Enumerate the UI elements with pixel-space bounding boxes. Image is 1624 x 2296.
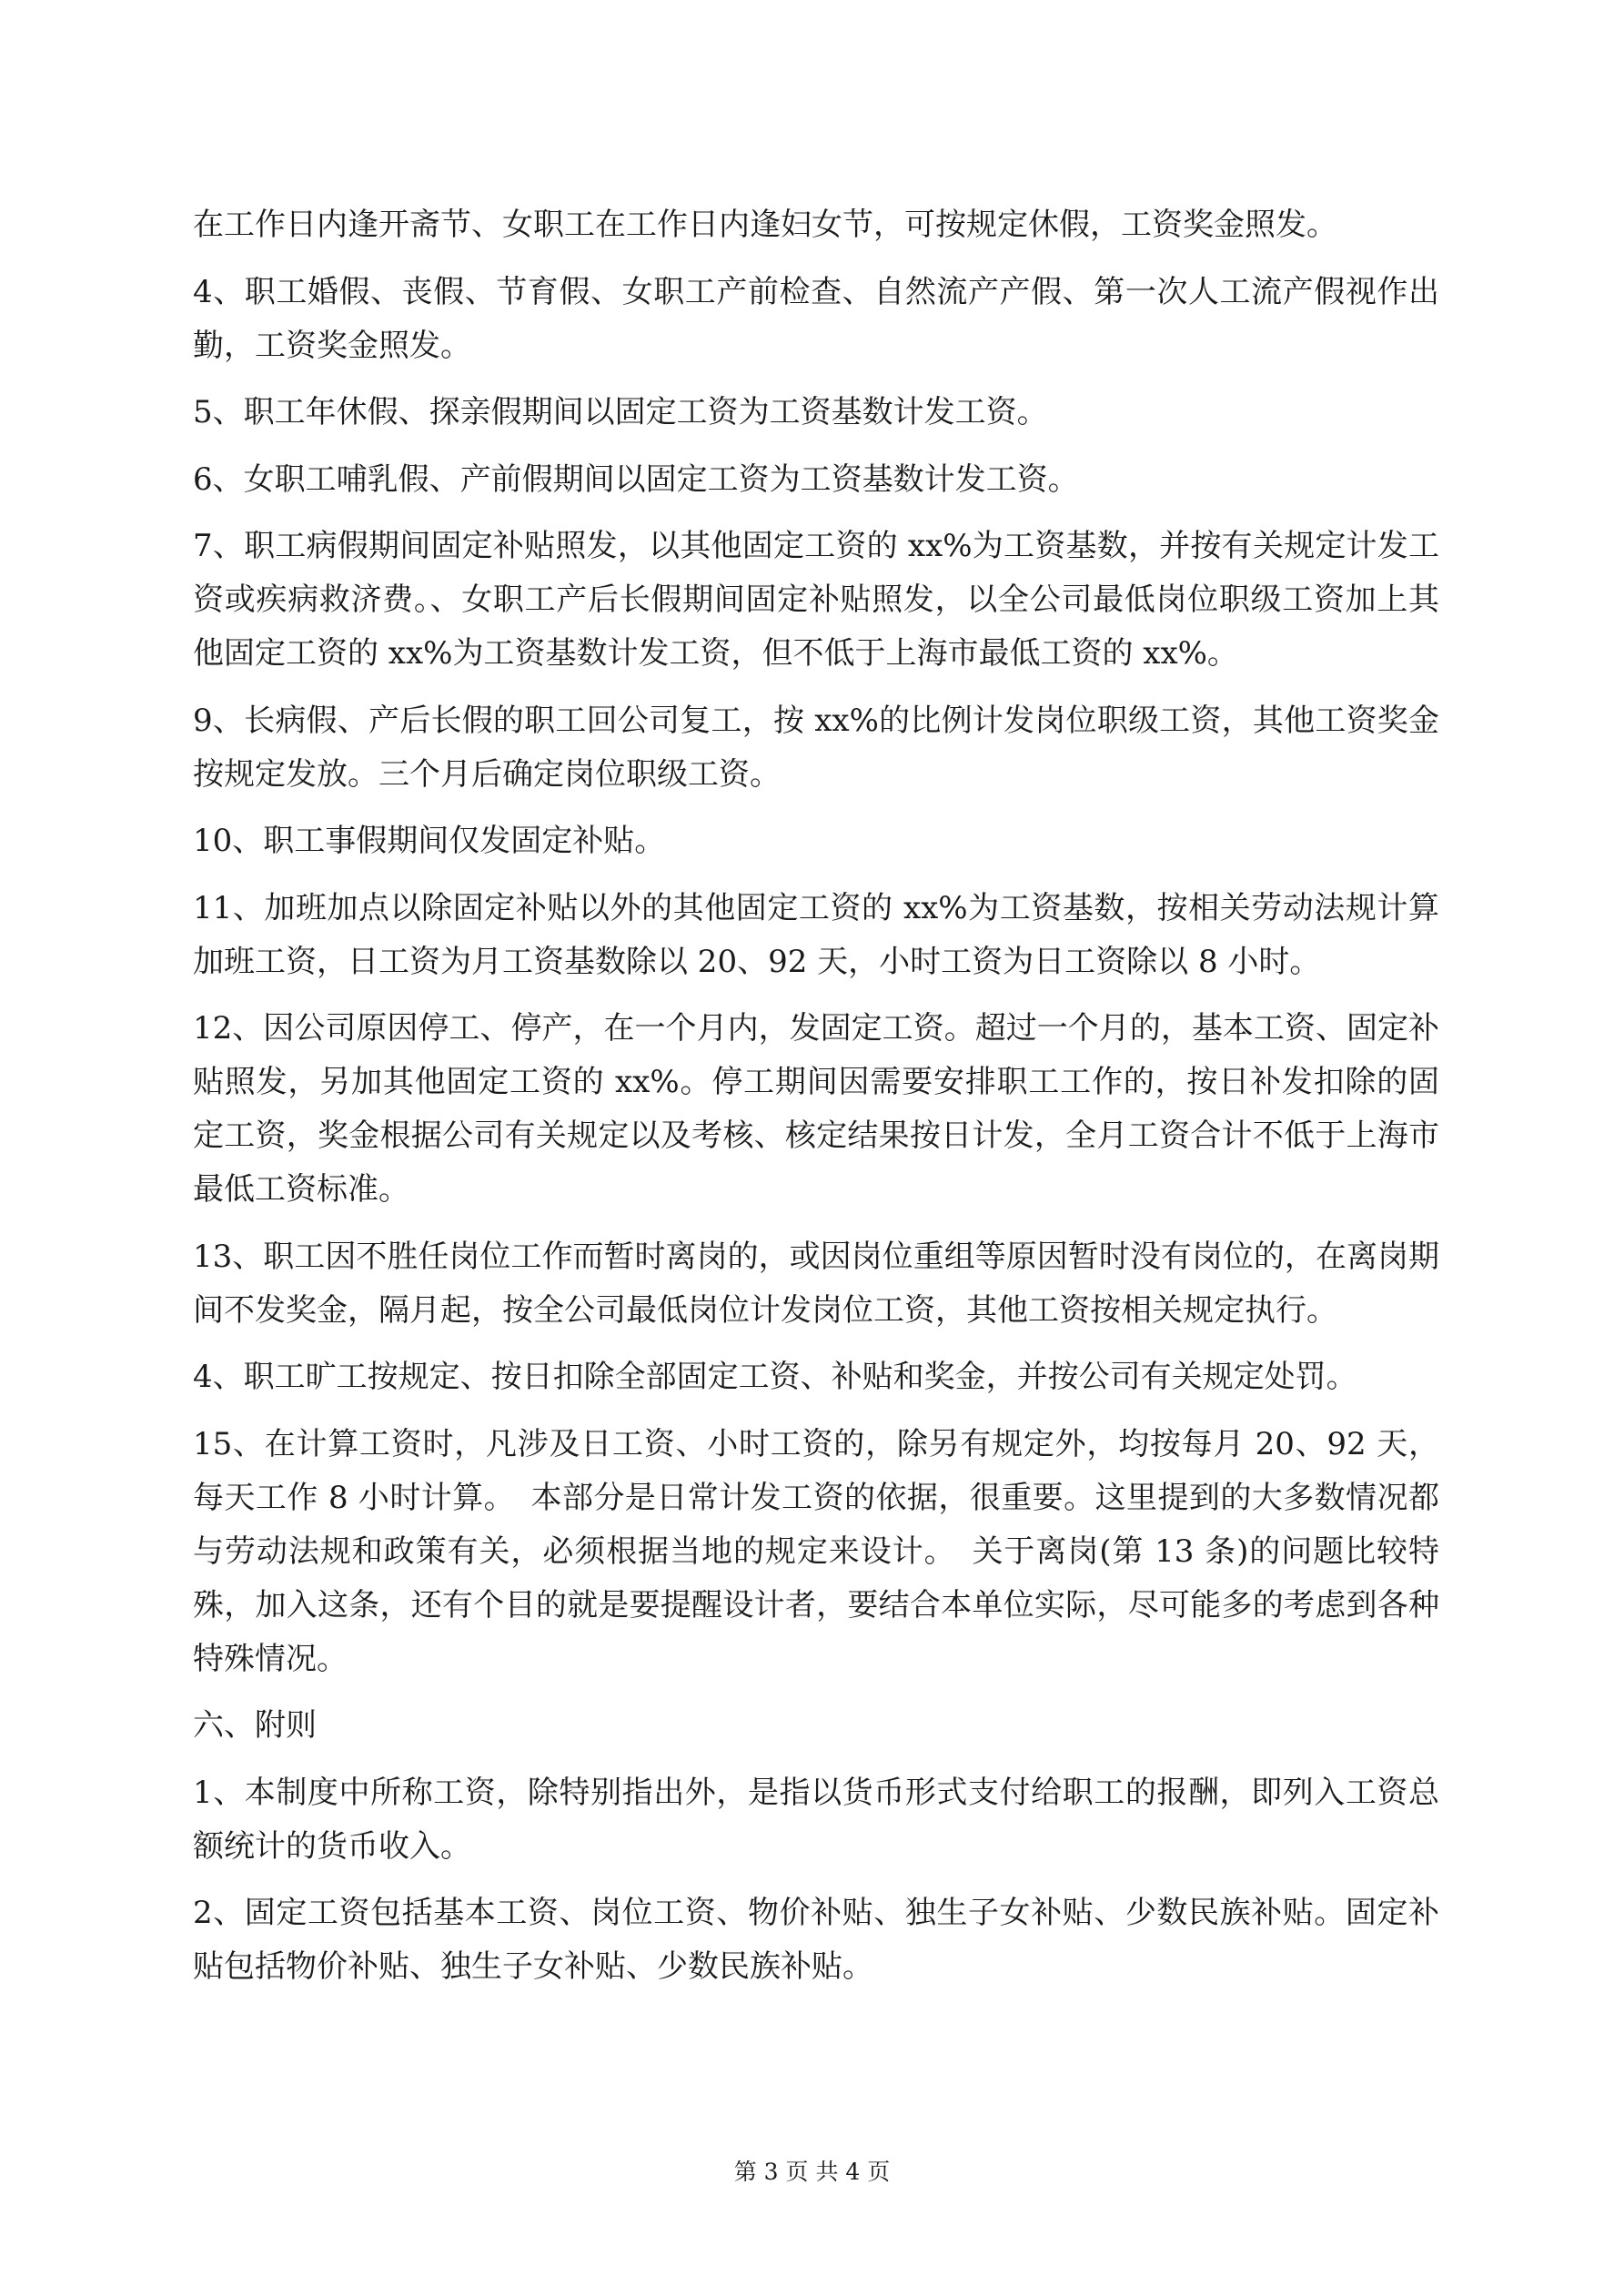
document-body	[193, 198, 1439, 2008]
paragraph-9: 12、因公司原因停工、停产，在一个月内，发固定工资。超过一个月的，基本工资、固定补贴照发，另加其他固定工资的 xx%。停工期间因需要安排职工工作的，按日补发扣除的固定工资，奖金根据公司有关规定以及考核、核定结果按日计发，全月工资合计不低于上海市最低工资标准。	[193, 1010, 1439, 1208]
paragraph-11: 4、职工旷工按规定、按日扣除全部固定工资、补贴和奖金，并按公司有关规定处罚。	[193, 1359, 1357, 1395]
paragraph-13: 1、本制度中所称工资，除特别指出外，是指以货币形式支付给职工的报酬，即列入工资总额统计的货币收入。	[193, 1774, 1439, 1865]
section-heading-appendix: 六、附则	[193, 1707, 317, 1744]
paragraph-2: 4、职工婚假、丧假、节育假、女职工产前检查、自然流产产假、第一次人工流产假视作出勤，工资奖金照发。	[193, 273, 1439, 364]
paragraph-5: 7、职工病假期间固定补贴照发，以其他固定工资的 xx%为工资基数，并按有关规定计发工资或疾病救济费。、女职工产后长假期间固定补贴照发，以全公司最低岗位职级工资加上其他固定工资的 xx%为工资基数计发工资，但不低于上海市最低工资的 xx%。	[193, 528, 1439, 672]
paragraph-8: 11、加班加点以除固定补贴以外的其他固定工资的 xx%为工资基数，按相关劳动法规计算加班工资，日工资为月工资基数除以 20、92 天，小时工资为日工资除以 8 小时。	[193, 889, 1439, 980]
paragraph-4: 6、女职工哺乳假、产前假期间以固定工资为工资基数计发工资。	[193, 460, 1079, 498]
paragraph-3: 5、职工年休假、探亲假期间以固定工资为工资基数计发工资。	[193, 394, 1048, 430]
paragraph-12: 15、在计算工资时，凡涉及日工资、小时工资的，除另有规定外，均按每月 20、92 天，每天工作 8 小时计算。 本部分是日常计发工资的依据，很重要。这里提到的大多数情况都与劳动法规和政策有关，必须根据当地的规定来设计。 关于离岗(第 13 条)的问题比较特殊，加入这条，还有个目的就是要提醒设计者，要结合本单位实际，尽可能多的考虑到各种特殊情况。	[193, 1425, 1439, 1677]
paragraph-10: 13、职工因不胜任岗位工作而暂时离岗的，或因岗位重组等原因暂时没有岗位的，在离岗期间不发奖金，隔月起，按全公司最低岗位计发岗位工资，其他工资按相关规定执行。	[193, 1238, 1439, 1329]
page-footer: 第 3 页 共 4 页	[733, 2159, 891, 2185]
paragraph-7: 10、职工事假期间仅发固定补贴。	[193, 823, 666, 859]
paragraph-14: 2、固定工资包括基本工资、岗位工资、物价补贴、独生子女补贴、少数民族补贴。固定补贴包括物价补贴、独生子女补贴、少数民族补贴。	[193, 1895, 1439, 1985]
paragraph-6: 9、长病假、产后长假的职工回公司复工，按 xx%的比例计发岗位职级工资，其他工资奖金按规定发放。三个月后确定岗位职级工资。	[193, 702, 1439, 793]
paragraph-1: 在工作日内逢开斋节、女职工在工作日内逢妇女节，可按规定休假，工资奖金照发。	[193, 207, 1337, 243]
